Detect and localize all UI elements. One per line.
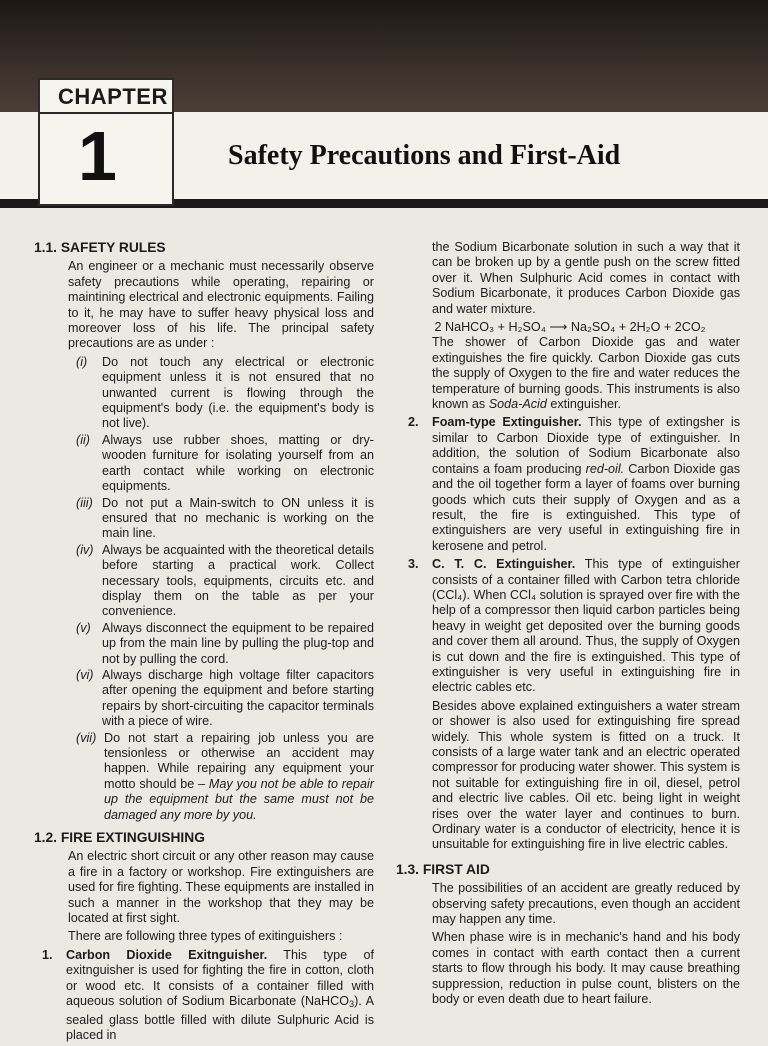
co2-continued: the Sodium Bicarbonate solution in such a way that it can be broken up by a gentle push on the screw fitted over it. When Sulphuric Acid comes in contact with Sodium Bicarbonate, it produces Carbon Dioxide gas and water mixture.: [432, 240, 740, 316]
fire-intro: An electric short circuit or any other reason may cause a fire in a factory or workshop. Fire extinguishers are used for fire fighting. These equipments are installed in such a manner in the workshop that they may be located at first sight.: [68, 849, 374, 926]
chapter-label: CHAPTER: [58, 84, 168, 109]
rule-number: (i): [76, 354, 88, 369]
rule-number: (vi): [76, 667, 94, 682]
rule-item: [34, 731, 374, 823]
rule-number: (iii): [76, 495, 93, 510]
item-body: This type of extingsher is similar to Carbon Dioxide type of extinguisher. In addition, the solution of Sodium Bicarbonate also contains a foam producing: [432, 415, 740, 476]
extinguisher-item-co2: [34, 948, 374, 1043]
item-text: [432, 557, 740, 696]
item-title: C. T. C. Extinguisher.: [432, 557, 576, 572]
rule-text: [104, 731, 374, 823]
section-heading-first-aid: 1.3. FIRST AID: [396, 861, 490, 877]
item-title: Carbon Dioxide Exitnguisher.: [66, 947, 268, 962]
rule-motto: May you not be able to repair up the equipment but the same must not be damaged any more by you.: [104, 776, 374, 822]
left-column: [34, 240, 374, 1046]
extinguisher-item-ctc: [400, 557, 740, 696]
rule-item: [34, 543, 374, 620]
item-body: This type of extinguisher consists of a container filled with Carbon tetra chloride (CCl₄). When CCl₄ solution is sprayed over fire with the help of a compressor then liquid carbon particles being heavy in weight get deposited over the burning goods and cover them all around. Thus, the supply of Oxygen is cut down and the fire is extinguished. This type of extinguisher is very useful in extinguishing fire in electric cables etc.: [432, 557, 740, 695]
rule-text: Always be acquainted with the theoretical details before starting a practical work. Collect necessary tools, equipments, circuits etc. and display them on the table as per your convenience.: [102, 542, 374, 619]
chemical-equation: 2 NaHCO₃ + H₂SO₄ ⟶ Na₂SO₄ + 2H₂O + 2CO₂: [434, 320, 706, 335]
item-body: This type of exitnguisher is used for fighting the fire in cotton, cloth or wood etc. It consists of a container filled with aqueous solution of Sodium Bicarbonate (NaHCO: [66, 947, 374, 1009]
item-number: 1.: [42, 947, 53, 962]
rule-text-main: Do not start a repairing job unless you are tensionless or otherwise an accident may happen. While repairing any equipment your motto should be –: [104, 730, 374, 791]
chapter-title: Safety Precautions and First-Aid: [228, 140, 621, 171]
rule-item: [34, 496, 374, 542]
chapter-divider: [38, 112, 172, 114]
paragraph-text: extinguisher.: [550, 397, 622, 412]
rule-item: [34, 433, 374, 495]
item-text: [432, 415, 740, 554]
item-number: 2.: [408, 415, 419, 430]
section-heading-fire-extinguishing: 1.2. FIRE EXTINGUISHING: [34, 830, 205, 846]
item-text: [66, 948, 374, 1043]
co2-continued-2: [400, 335, 740, 412]
rule-number: (v): [76, 620, 91, 635]
paragraph-text: The shower of Carbon Dioxide gas and water extinguishes the fire quickly. Carbon Dioxide gas cuts the supply of Oxygen to the fire and water reduces the temperature of burning goods. This instruments is also known as: [432, 335, 740, 412]
chapter-number: 1: [78, 117, 117, 195]
section-heading-safety-rules: 1.1. SAFETY RULES: [34, 240, 166, 255]
first-aid-p1: The possibilities of an accident are greatly reduced by observing safety precautions, even though an accident may happen any time.: [432, 881, 740, 927]
safety-intro: An engineer or a mechanic must necessarily observe safety precautions while operating, repairing or maintining electrical and electronic equipments. Failing to it, he may have to suffer heavy physical loss and moreover loss of his life. The principal safety precautions are as under :: [68, 259, 374, 351]
rule-text: Do not put a Main-switch to ON unless it is ensured that no mechanic is working on the main line.: [102, 495, 374, 541]
item-title: Foam-type Extinguisher.: [432, 415, 582, 430]
rule-text: Always use rubber shoes, matting or dry-wooden furniture for isolating yourself from an earth contact while working on electronic equipments.: [102, 432, 374, 494]
right-column: [396, 240, 741, 1011]
rule-number: (ii): [76, 432, 90, 447]
item-body-cont: Carbon Dioxide gas and the oil together form a layer of foams over burning goods which cuts their supply of Oxygen and as a result, the fire is extinguished. This type of extinguishers are very useful in extinguishing fire in kerosene and petrol.: [432, 461, 741, 553]
rule-item: [34, 621, 374, 667]
extinguisher-item-foam: [400, 415, 740, 554]
item-number: 3.: [408, 557, 419, 572]
first-aid-p2: When phase wire is in mechanic's hand and his body comes in contact with earth contact then a current starts to flow through his body. It may cause breathing suppression, reduction in pulse count, blisters on the body or even death due to heart failure.: [432, 930, 740, 1007]
rule-text: Always discharge high voltage filter capacitors after opening the equipment and before starting repairs by short-circuiting the capacitor terminals with a piece of wire.: [102, 667, 374, 729]
italic-term: Soda-Acid: [488, 397, 547, 412]
rule-number: (iv): [76, 542, 94, 557]
rule-list: [34, 355, 374, 823]
rule-number: (vii): [76, 730, 97, 745]
subscript: 3: [349, 999, 355, 1010]
rule-text: Always disconnect the equipment to be repaired up from the main line by pulling the plug-top and not by pulling the cord.: [102, 620, 374, 666]
italic-term: red-oil.: [585, 461, 625, 476]
besides-paragraph: Besides above explained extinguishers a water stream or shower is also used for extinguishing fire spread widely. This whole system is fitted on a truck. It consists of a large water tank and an electric operated compressor for producing water shower. This system is not suitable for extinguishing fire in oil, diesel, petrol and electric live cables. Oil etc. being light in weight rises over the water layer and continues to burn. Ordinary water is a conductor of electricity, hence it is unsuitable for extinguishing fire in live electric cables.: [432, 698, 740, 852]
rule-text: Do not touch any electrical or electronic equipment unless it is not ensured that no unwanted current is flowing through the equipment's body (i.e. the equipment's body is not live).: [102, 354, 374, 431]
rule-item: [34, 668, 374, 730]
fire-types-intro: There are following three types of exitinguishers :: [68, 929, 343, 944]
rule-item: [34, 355, 374, 432]
item-body-cont: ). A sealed glass bottle filled with dilute Sulphuric Acid is placed in: [66, 994, 375, 1042]
